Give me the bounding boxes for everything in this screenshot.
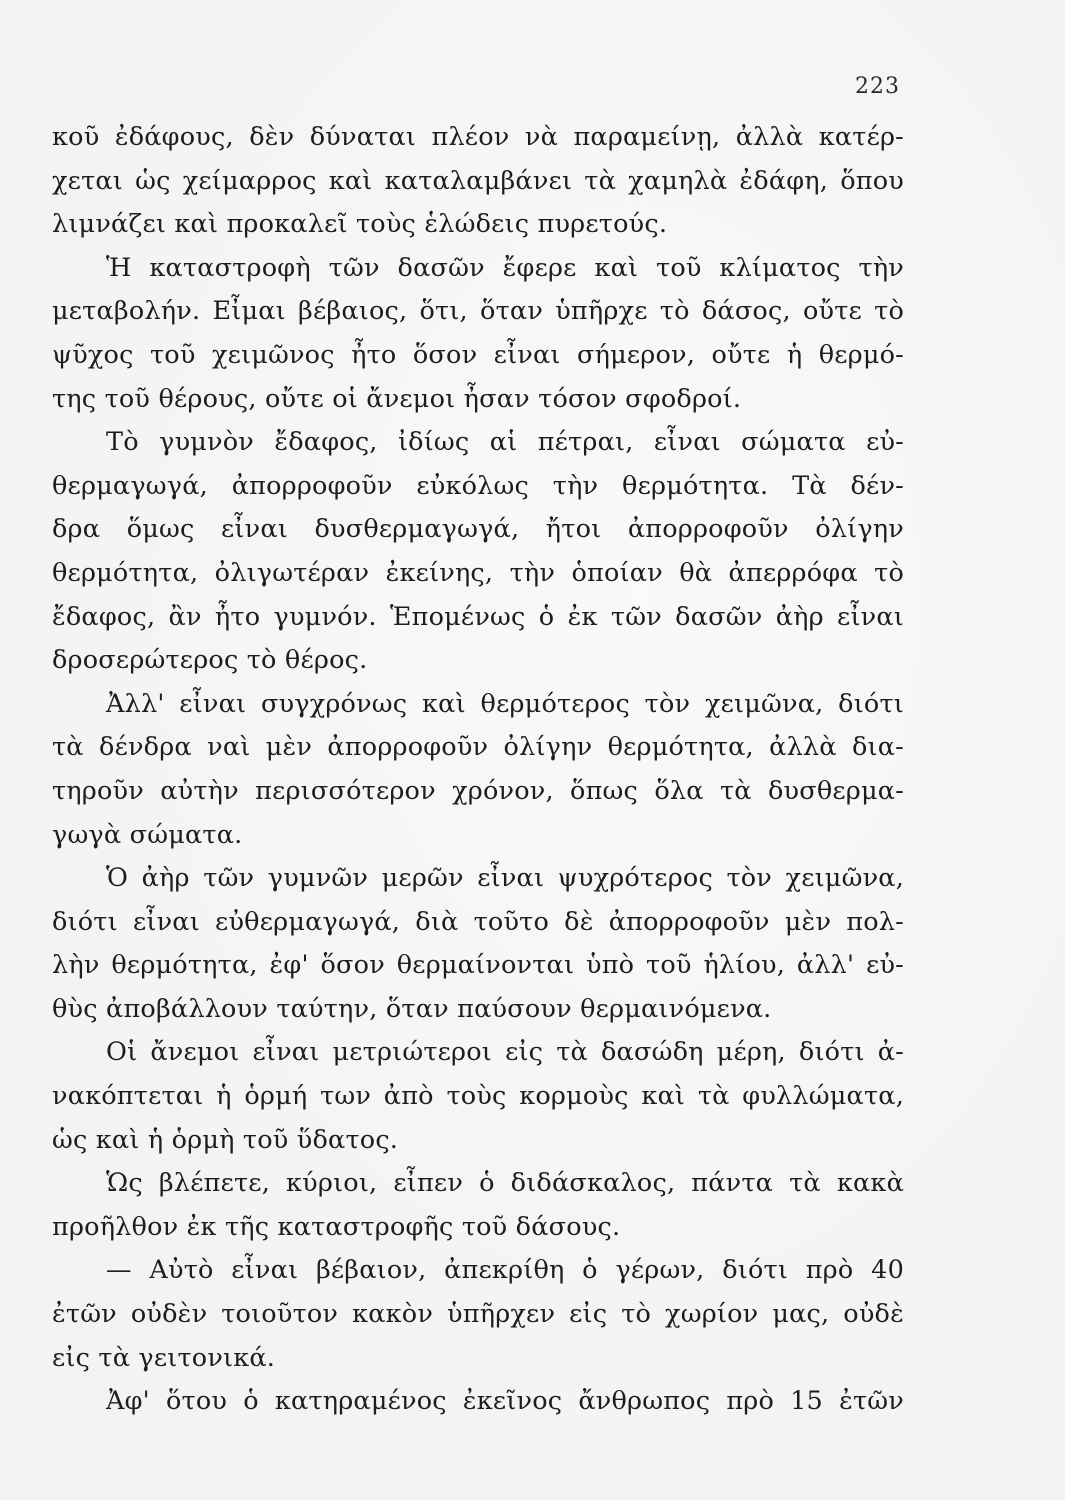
text-line: θὺς ἀποβάλλουν ταύτην, ὅταν παύσουν θερμαινόμενα.: [52, 993, 772, 1024]
text-line: μεταβολήν. Εἶμαι βέβαιος, ὅτι, ὅταν ὑπῆρχε τὸ δάσος, οὔτε τὸ: [52, 296, 904, 327]
text-line: δρα ὅμως εἶναι δυσθερμαγωγά, ἤτοι ἀπορροφοῦν ὀλίγην: [52, 514, 904, 545]
text-line: ἐτῶν οὐδὲν τοιοῦτον κακὸν ὑπῆρχεν εἰς τὸ χωρίον μας, οὐδὲ: [52, 1299, 904, 1330]
text-line: — Αὐτὸ εἶναι βέβαιον, ἀπεκρίθη ὁ γέρων, διότι πρὸ 40: [106, 1255, 904, 1286]
text-line: Τὸ γυμνὸν ἔδαφος, ἰδίως αἱ πέτραι, εἶναι σώματα εὐ-: [106, 427, 904, 458]
text-line: προῆλθον ἐκ τῆς καταστροφῆς τοῦ δάσους.: [52, 1211, 621, 1242]
text-line: Ὁ ἀὴρ τῶν γυμνῶν μερῶν εἶναι ψυχρότερος τὸν χειμῶνα,: [106, 863, 904, 894]
text-line: διότι εἶναι εὐθερμαγωγά, διὰ τοῦτο δὲ ἀπορροφοῦν μὲν πολ-: [52, 906, 904, 937]
page-number: 223: [855, 74, 900, 99]
text-line: θερμαγωγά, ἀπορροφοῦν εὐκόλως τὴν θερμότητα. Τὰ δέν-: [52, 470, 904, 501]
text-line: Ὡς βλέπετε, κύριοι, εἶπεν ὁ διδάσκαλος, πάντα τὰ κακὰ: [106, 1168, 904, 1199]
text-line: τὰ δένδρα ναὶ μὲν ἀπορροφοῦν ὀλίγην θερμότητα, ἀλλὰ δια-: [52, 732, 904, 763]
text-line: γωγὰ σώματα.: [52, 819, 243, 850]
text-line: κοῦ ἐδάφους, δὲν δύναται πλέον νὰ παραμείνῃ, ἀλλὰ κατέρ-: [52, 122, 904, 152]
text-line: ψῦχος τοῦ χειμῶνος ἦτο ὅσον εἶναι σήμερον, οὔτε ἡ θερμό-: [52, 339, 904, 370]
text-line: Ἀλλ' εἶναι συγχρόνως καὶ θερμότερος τὸν χειμῶνα, διότι: [106, 688, 904, 719]
body-text: [52, 116, 904, 1424]
text-line: νακόπτεται ἡ ὁρμή των ἀπὸ τοὺς κορμοὺς καὶ τὰ φυλλώματα,: [52, 1081, 904, 1112]
text-line: δροσερώτερος τὸ θέρος.: [52, 645, 368, 676]
text-line: Ἡ καταστροφὴ τῶν δασῶν ἔφερε καὶ τοῦ κλίματος τὴν: [106, 252, 904, 283]
text-line: εἰς τὰ γειτονικά.: [52, 1342, 276, 1373]
text-line: Ἀφ' ὅτου ὁ κατηραμένος ἐκεῖνος ἄνθρωπος πρὸ 15 ἐτῶν: [106, 1386, 904, 1417]
text-line: ἔδαφος, ἂν ἦτο γυμνόν. Ἑπομένως ὁ ἐκ τῶν δασῶν ἀὴρ εἶναι: [52, 601, 904, 632]
text-line: Οἱ ἄνεμοι εἶναι μετριώτεροι εἰς τὰ δασώδη μέρη, διότι ἀ-: [106, 1037, 904, 1068]
text-line: λιμνάζει καὶ προκαλεῖ τοὺς ἑλώδεις πυρετούς.: [52, 209, 668, 240]
text-line: θερμότητα, ὀλιγωτέραν ἐκείνης, τὴν ὁποίαν θὰ ἀπερρόφα τὸ: [52, 557, 904, 588]
text-line: ὡς καὶ ἡ ὁρμὴ τοῦ ὕδατος.: [52, 1124, 399, 1155]
text-line: της τοῦ θέρους, οὔτε οἱ ἄνεμοι ἦσαν τόσον σφοδροί.: [52, 383, 742, 414]
text-line: χεται ὡς χείμαρρος καὶ καταλαμβάνει τὰ χαμηλὰ ἐδάφη, ὅπου: [52, 165, 904, 196]
text-line: τηροῦν αὐτὴν περισσότερον χρόνον, ὅπως ὅλα τὰ δυσθερμα-: [52, 775, 904, 806]
text-line: λὴν θερμότητα, ἐφ' ὅσον θερμαίνονται ὑπὸ τοῦ ἡλίου, ἀλλ' εὐ-: [52, 950, 904, 981]
